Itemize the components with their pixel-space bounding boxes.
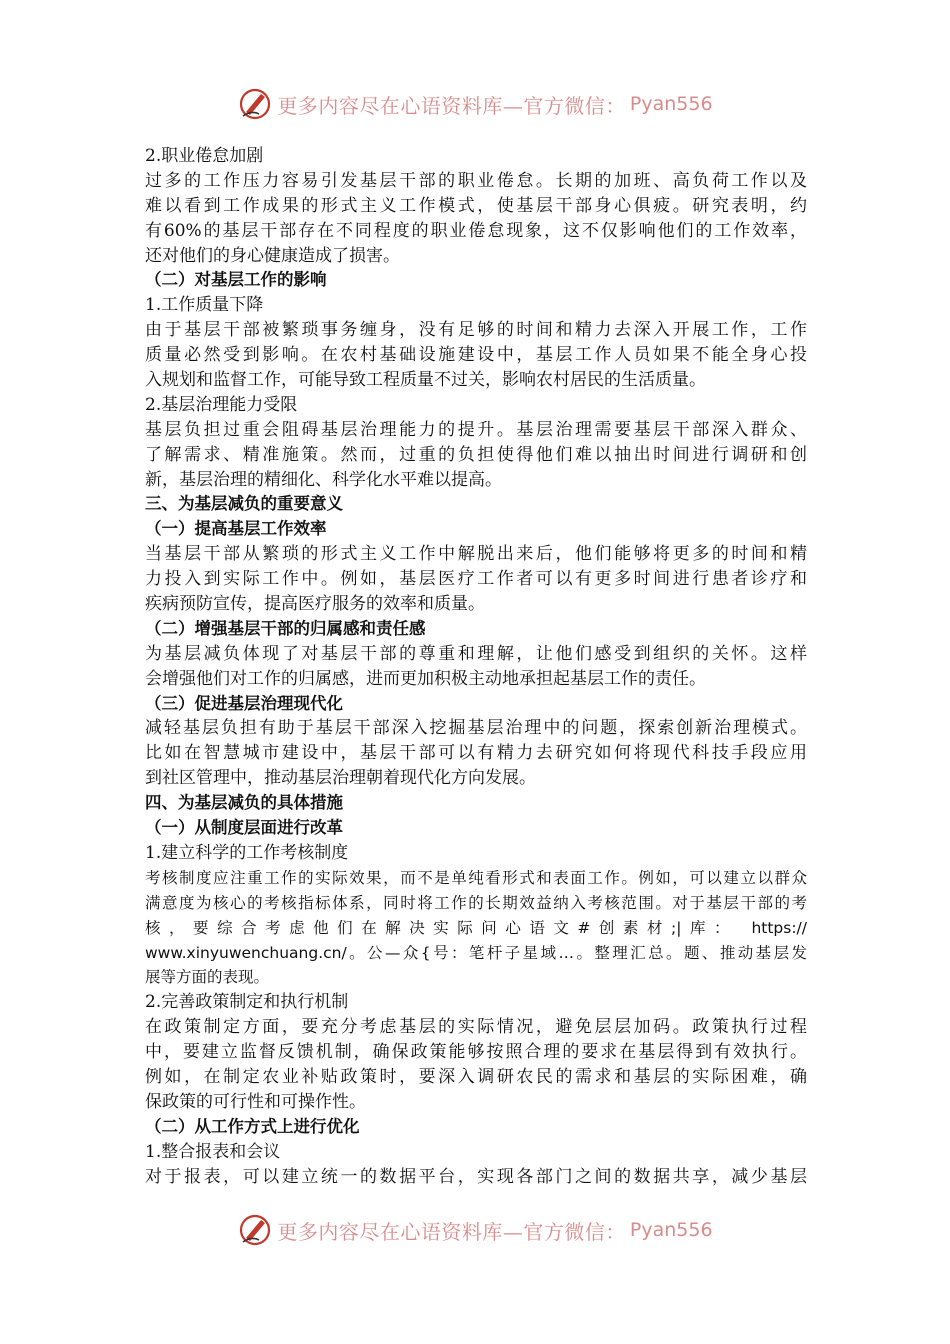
- text-line: 疾病预防宣传，提高医疗服务的效率和质量。: [145, 594, 485, 615]
- text-line: 到社区管理中，推动基层治理朝着现代化方向发展。: [145, 768, 536, 789]
- text-line: 由于基层干部被繁琐事务缠身，没有足够的时间和精力去深入开展工作，工作: [145, 320, 807, 341]
- text-line: 1.工作质量下降: [145, 295, 264, 316]
- section-heading: （三）促进基层治理现代化: [145, 693, 343, 713]
- text-line: 基层负担过重会阻碍基层治理能力的提升。基层治理需要基层干部深入群众、: [145, 419, 807, 440]
- text-line: 会增强他们对工作的归属感，进而更加积极主动地承担起基层工作的责任。: [145, 668, 706, 689]
- text-line: www.xinyuwenchuang.cn/。公—众{号：笔杆子星域…。整理汇总。题、推动基层发: [145, 943, 807, 962]
- text-line: 2.职业倦怠加剧: [145, 146, 264, 166]
- section-heading: 四、为基层减负的具体措施: [145, 793, 343, 813]
- text-line: 在政策制定方面，要充分考虑基层的实际情况，避免层层加码。政策执行过程: [145, 1017, 807, 1038]
- text-line: 质量必然受到影响。在农村基础设施建设中，基层工作人员如果不能全身心投: [145, 345, 807, 366]
- text-line: 展等方面的表现。: [145, 968, 270, 987]
- text-line: 难以看到工作成果的形式主义工作模式，使基层干部身心俱疲。研究表明，约: [145, 195, 807, 216]
- text-line: 过多的工作压力容易引发基层干部的职业倦怠。长期的加班、高负荷工作以及: [145, 170, 807, 191]
- pen-logo-icon: [237, 1212, 273, 1248]
- pen-logo-icon: [237, 86, 273, 122]
- text-line: 1.整合报表和会议: [145, 1141, 281, 1162]
- document-body: [145, 144, 807, 1189]
- text-line: 中，要建立监督反馈机制，确保政策能够按照合理的要求在基层得到有效执行。: [145, 1042, 807, 1063]
- text-line: 力投入到实际工作中。例如，基层医疗工作者可以有更多时间进行患者诊疗和: [145, 569, 807, 590]
- watermark-banner-top: [0, 84, 950, 124]
- section-heading: （一）从制度层面进行改革: [145, 818, 343, 838]
- watermark-text: 更多内容尽在心语资料库—官方微信：: [277, 1219, 626, 1244]
- text-line: 核，要综合考虑他们在解决实际问心语文#创素材;|库： https://: [145, 918, 807, 937]
- text-line: 2.基层治理能力受限: [145, 394, 298, 415]
- text-line: 还对他们的身心健康造成了损害。: [145, 245, 400, 266]
- text-line: 减轻基层负担有助于基层干部深入挖掘基层治理中的问题，探索创新治理模式。: [145, 718, 807, 739]
- section-heading: （二）对基层工作的影响: [145, 270, 327, 290]
- section-heading: （一）提高基层工作效率: [145, 519, 327, 539]
- text-line: 新，基层治理的精细化、科学化水平难以提高。: [145, 469, 502, 490]
- text-line: 了解需求、精准施策。然而，过重的负担使得他们难以抽出时间进行调研和创: [145, 444, 807, 465]
- section-heading: （二）增强基层干部的归属感和责任感: [145, 618, 426, 638]
- text-line: 1.建立科学的工作考核制度: [145, 842, 349, 863]
- text-line: 比如在智慧城市建设中，基层干部可以有精力去研究如何将现代科技手段应用: [145, 743, 807, 764]
- watermark-banner-bottom: [0, 1210, 950, 1250]
- text-line: 对于报表，可以建立统一的数据平台，实现各部门之间的数据共享，减少基层: [145, 1166, 807, 1187]
- watermark-text: 更多内容尽在心语资料库—官方微信：: [277, 93, 626, 118]
- section-heading: 三、为基层减负的重要意义: [145, 494, 343, 514]
- watermark-wechat-id: Pyan556: [629, 1219, 713, 1241]
- text-line: 入规划和监督工作，可能导致工程质量不过关，影响农村居民的生活质量。: [145, 370, 706, 391]
- watermark-wechat-id: Pyan556: [629, 93, 713, 115]
- section-heading: （二）从工作方式上进行优化: [145, 1116, 360, 1136]
- text-line: 有60%的基层干部存在不同程度的职业倦怠现象，这不仅影响他们的工作效率，: [145, 220, 807, 241]
- text-line: 为基层减负体现了对基层干部的尊重和理解，让他们感受到组织的关怀。这样: [145, 643, 807, 664]
- text-line: 满意度为核心的考核指标体系，同时将工作的长期效益纳入考核范围。对于基层干部的考: [145, 893, 807, 912]
- text-line: 2.完善政策制定和执行机制: [145, 992, 349, 1013]
- text-line: 保政策的可行性和可操作性。: [145, 1091, 366, 1112]
- text-line: 当基层干部从繁琐的形式主义工作中解脱出来后，他们能够将更多的时间和精: [145, 544, 807, 565]
- text-line: 例如，在制定农业补贴政策时，要深入调研农民的需求和基层的实际困难，确: [145, 1066, 807, 1087]
- text-line: 考核制度应注重工作的实际效果，而不是单纯看形式和表面工作。例如，可以建立以群众: [145, 868, 807, 887]
